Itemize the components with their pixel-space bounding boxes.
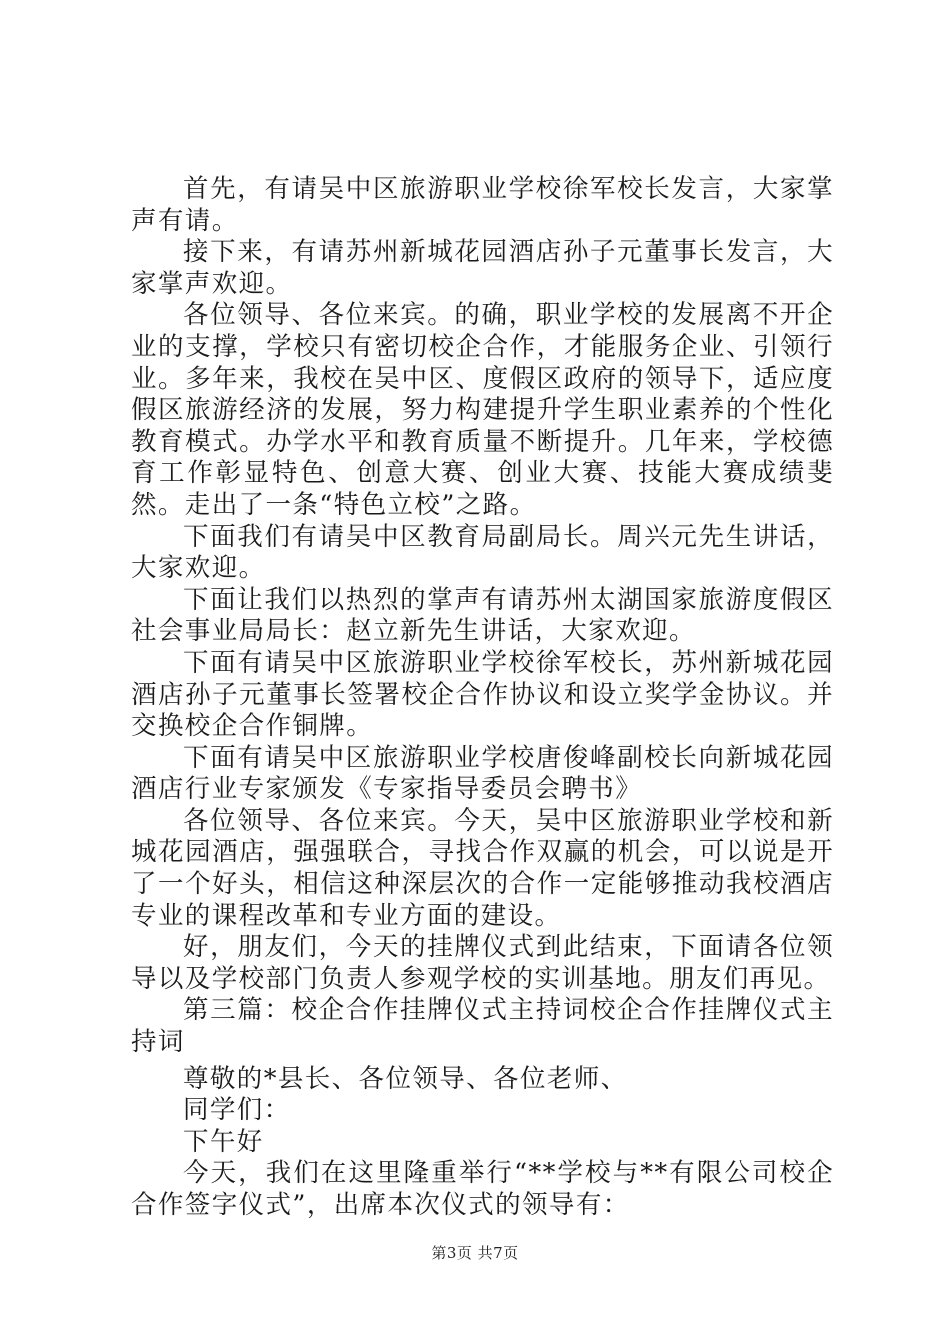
paragraph-host-opening: 首先，有请吴中区旅游职业学校徐军校长发言，大家掌声有请。 (131, 174, 834, 236)
paragraph-section-three-heading: 第三篇：校企合作挂牌仪式主持词校企合作挂牌仪式主持词 (131, 995, 834, 1058)
paragraph-education-bureau: 下面我们有请吴中区教育局副局长。周兴元先生讲话，大家欢迎。 (131, 521, 834, 584)
paragraph-closing: 好，朋友们，今天的挂牌仪式到此结束，下面请各位领导以及学校部门负责人参观学校的实训基地。朋友们再见。 (131, 932, 834, 994)
paragraph-ceremony-intro: 今天，我们在这里隆重举行“**学校与**有限公司校企合作签字仪式”，出席本次仪式的领导有： (131, 1158, 834, 1220)
paragraph-resort-bureau: 下面让我们以热烈的掌声有请苏州太湖国家旅游度假区社会事业局局长：赵立新先生讲话，大家欢迎。 (131, 584, 834, 647)
paragraph-expert-certificate: 下面有请吴中区旅游职业学校唐俊峰副校长向新城花园酒店行业专家颁发《专家指导委员会聘书》 (131, 742, 834, 805)
paragraph-hotel-chairman: 接下来，有请苏州新城花园酒店孙子元董事长发言，大家掌声欢迎。 (131, 237, 834, 299)
paragraph-school-development: 各位领导、各位来宾。的确，职业学校的发展离不开企业的支撑，学校只有密切校企合作，才能服务企业、引领行业。多年来，我校在吴中区、度假区政府的领导下，适应度假区旅游经济的发展，努力构建提升学生职业素养的个性化教育模式。办学水平和教育质量不断提升。几年来，学校德育工作彰显特色、创意大赛、创业大赛、技能大赛成绩斐然。走出了一条“特色立校”之路。 (131, 300, 834, 520)
paragraph-agreement-signing: 下面有请吴中区旅游职业学校徐军校长，苏州新城花园酒店孙子元董事长签署校企合作协议和设立奖学金协议。并交换校企合作铜牌。 (131, 647, 834, 742)
document-body (131, 174, 834, 1222)
paragraph-cooperation-summary: 各位领导、各位来宾。今天，吴中区旅游职业学校和新城花园酒店，强强联合，寻找合作双赢的机会，可以说是开了一个好头，相信这种深层次的合作一定能够推动我校酒店专业的课程改革和专业方面的建设。 (131, 805, 834, 931)
page-number-footer: 第3页 共7页 (431, 1244, 519, 1262)
paragraph-students: 同学们： (183, 1095, 291, 1126)
paragraph-salutation: 尊敬的*县长、各位领导、各位老师、 (183, 1063, 628, 1094)
paragraph-greeting: 下午好 (183, 1126, 264, 1157)
